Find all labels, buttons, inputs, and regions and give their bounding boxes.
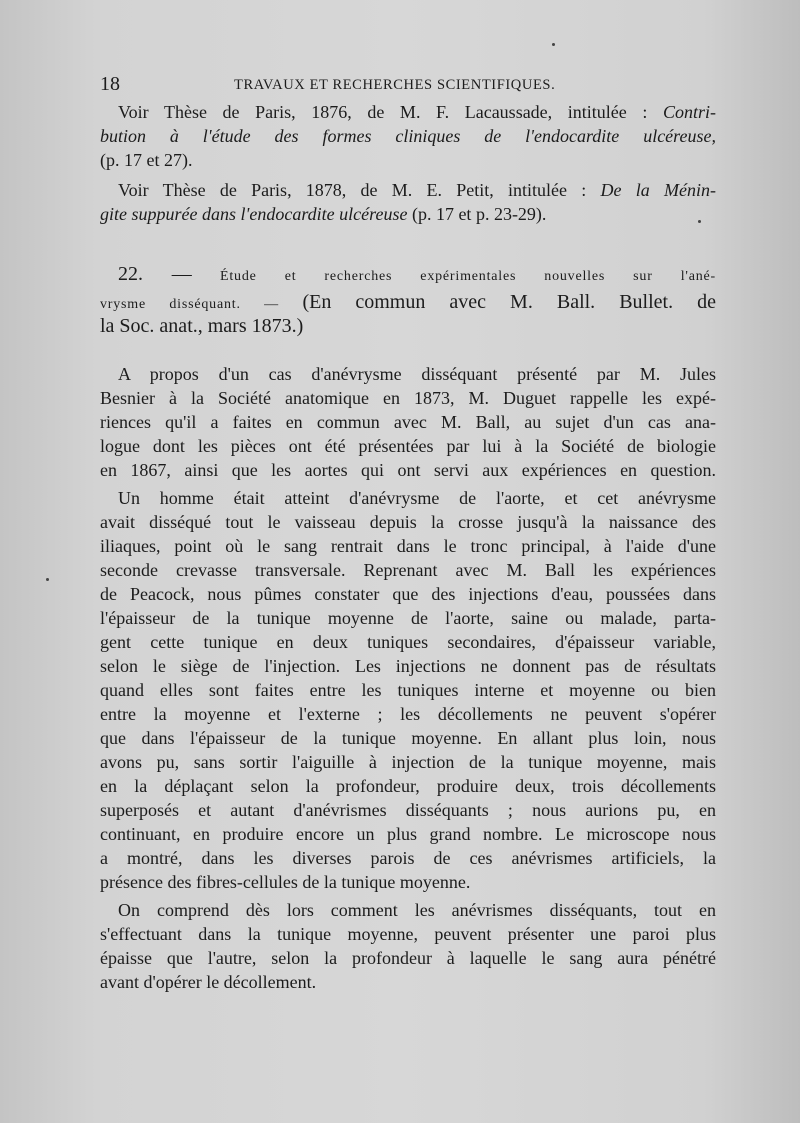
paragraph-3-line: épaisse que l'autre, selon la profondeur à laquelle le sang aura pénétré xyxy=(100,948,716,968)
paragraph-3-line: s'effectuant dans la tunique moyenne, peuvent présenter une paroi plus xyxy=(100,924,716,944)
paragraph-2-line: avons pu, sans sortir l'aiguille à injection de la tunique moyenne, mais xyxy=(100,752,716,772)
paragraph-3-line: On comprend dès lors comment les anévrismes disséquants, tout en xyxy=(118,900,716,920)
paragraph-1-line: riences qu'il a faites en commun avec M. Ball, au sujet d'un cas ana- xyxy=(100,412,716,432)
section-title: Étude et recherches expérimentales nouvelles sur l'ané- xyxy=(220,269,717,284)
reference-2-line-2 xyxy=(100,202,716,226)
paragraph-2-line: quand elles sont faites entre les tuniques interne et moyenne ou bien xyxy=(100,680,716,700)
reference-2-title-start: De la Ménin- xyxy=(600,180,716,200)
reference-1-line-2 xyxy=(100,124,716,148)
scan-speck xyxy=(552,43,555,46)
paragraph-1-line: A propos d'un cas d'anévrysme disséquant présenté par M. Jules xyxy=(118,364,716,384)
paragraph-2-line: entre la moyenne et l'externe ; les décollements ne peuvent s'opérer xyxy=(100,704,716,724)
paragraph-2-line: superposés et autant d'anévrismes disséquants ; nous aurions pu, en xyxy=(100,800,716,820)
paragraph-2-line: selon le siège de l'injection. Les injections ne donnent pas de résultats xyxy=(100,656,716,676)
reference-1-line-3: (p. 17 et 27). xyxy=(100,150,193,170)
paragraph-2-line: continuant, en produire encore un plus grand nombre. Le microscope nous xyxy=(100,824,716,844)
reference-2-title: gite suppurée dans l'endocardite ulcéreuse xyxy=(100,204,408,224)
reference-1-title: bution à l'étude des formes cliniques de l'endocardite ulcéreuse, xyxy=(100,126,716,146)
paragraph-2-line: gent cette tunique en deux tuniques secondaires, d'épaisseur variable, xyxy=(100,632,716,652)
paragraph-1-line: Besnier à la Société anatomique en 1873, M. Duguet rappelle les expé- xyxy=(100,388,716,408)
section-title-end: vrysme disséquant. — xyxy=(100,297,279,312)
paragraph-2-line: de Peacock, nous pûmes constater que des injections d'eau, poussées dans xyxy=(100,584,716,604)
reference-1-text: Voir Thèse de Paris, 1876, de M. F. Lacaussade, intitulée : xyxy=(118,102,648,122)
page-number: 18 xyxy=(100,73,120,95)
reference-2-line-1 xyxy=(118,178,716,202)
reference-2-pages: (p. 17 et p. 23-29). xyxy=(411,204,547,224)
paragraph-2-line: seconde crevasse transversale. Reprenant avec M. Ball les expériences xyxy=(100,560,716,580)
section-heading-line-1 xyxy=(118,262,716,289)
paragraph-2-line: l'épaisseur de la tunique moyenne de l'aorte, saine ou malade, parta- xyxy=(100,608,716,628)
page-header xyxy=(100,72,700,96)
reference-2-text: Voir Thèse de Paris, 1878, de M. E. Petit, intitulée : xyxy=(118,180,587,200)
paragraph-1-line: logue dont les pièces ont été présentées par lui à la Société de biologie xyxy=(100,436,716,456)
paragraph-2-line: Un homme était atteint d'anévrysme de l'aorte, et cet anévrysme xyxy=(118,488,716,508)
section-citation: (En commun avec M. Ball. Bullet. de xyxy=(302,291,717,313)
paragraph-2-line: avait disséqué tout le vaisseau depuis la crosse jusqu'à la naissance des xyxy=(100,512,716,532)
scan-speck xyxy=(698,220,701,223)
section-citation-end: la Soc. anat., mars 1873.) xyxy=(100,315,304,337)
paragraph-2-line: présence des fibres-cellules de la tunique moyenne. xyxy=(100,872,471,892)
section-number: 22. — xyxy=(118,263,192,285)
running-title: TRAVAUX ET RECHERCHES SCIENTIFIQUES. xyxy=(234,77,556,93)
reference-1-line-1 xyxy=(118,100,716,124)
section-heading-line-2 xyxy=(100,290,716,317)
section-heading-line-3 xyxy=(100,314,716,338)
scan-speck xyxy=(46,578,49,581)
paragraph-2-line: a montré, dans les diverses parois de ces anévrismes artificiels, la xyxy=(100,848,716,868)
paragraph-1-line: en 1867, ainsi que les aortes qui ont servi aux expériences en question. xyxy=(100,460,716,480)
reference-1-title-start: Contri- xyxy=(662,102,716,122)
paragraph-2-line: en la déplaçant selon la profondeur, produire deux, trois décollements xyxy=(100,776,716,796)
paragraph-3-line: avant d'opérer le décollement. xyxy=(100,972,317,992)
paragraph-2-line: iliaques, point où le sang rentrait dans le tronc principal, à l'aide d'une xyxy=(100,536,716,556)
paragraph-2-line: que dans l'épaisseur de la tunique moyenne. En allant plus loin, nous xyxy=(100,728,716,748)
